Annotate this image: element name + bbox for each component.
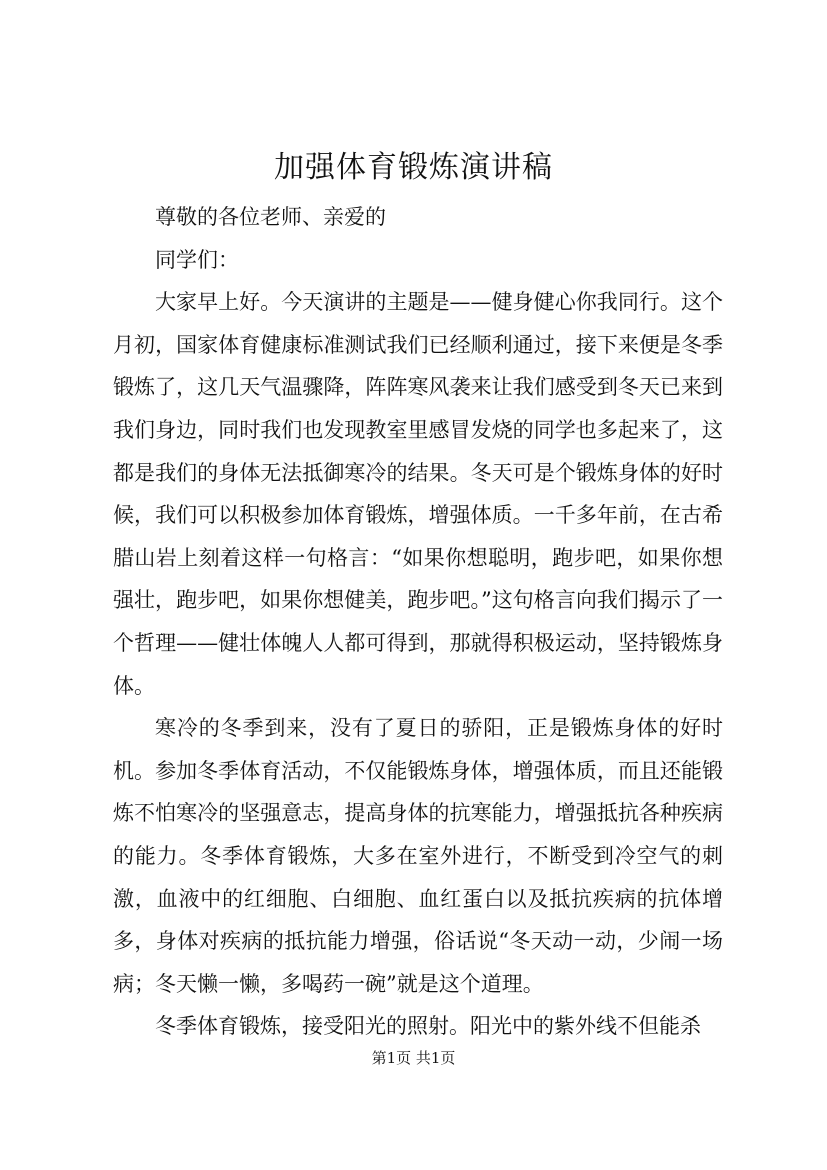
document-body (113, 196, 723, 1048)
body-paragraph: 寒冷的冬季到来，没有了夏日的骄阳，正是锻炼身体的好时机。参加冬季体育活动，不仅能锻炼身体，增强体质，而且还能锻炼不怕寒冷的坚强意志，提高身体的抗寒能力，增强抵抗各种疾病的能力。冬季体育锻炼，大多在室外进行，不断受到冷空气的刺激，血液中的红细胞、白细胞、血红蛋白以及抵抗疾病的抗体增多，身体对疾病的抵抗能力增强，俗话说“冬天动一动，少闹一场病；冬天懒一懒，多喝药一碗”就是这个道理。 (113, 716, 723, 996)
body-paragraph: 冬季体育锻炼，接受阳光的照射。阳光中的紫外线不但能杀 (155, 1014, 701, 1039)
salutation-line: 同学们： (155, 247, 239, 272)
document-title: 加强体育锻炼演讲稿 (274, 150, 553, 185)
page-footer: 第1页 共1页 (371, 1049, 456, 1067)
body-paragraph: 大家早上好。今天演讲的主题是——健身健心你我同行。这个月初，国家体育健康标准测试我们已经顺利通过，接下来便是冬季锻炼了，这几天气温骤降，阵阵寒风袭来让我们感受到冬天已来到我们身边，同时我们也发现教室里感冒发烧的同学也多起来了，这都是我们的身体无法抵御寒冷的结果。冬天可是个锻炼身体的好时候，我们可以积极参加体育锻炼，增强体质。一千多年前，在古希腊山岩上刻着这样一句格言：“如果你想聪明，跑步吧，如果你想强壮，跑步吧，如果你想健美，跑步吧。”这句格言向我们揭示了一个哲理——健壮体魄人人都可得到，那就得积极运动，坚持锻炼身体。 (113, 290, 723, 698)
salutation-line: 尊敬的各位老师、亲爱的 (155, 205, 386, 229)
